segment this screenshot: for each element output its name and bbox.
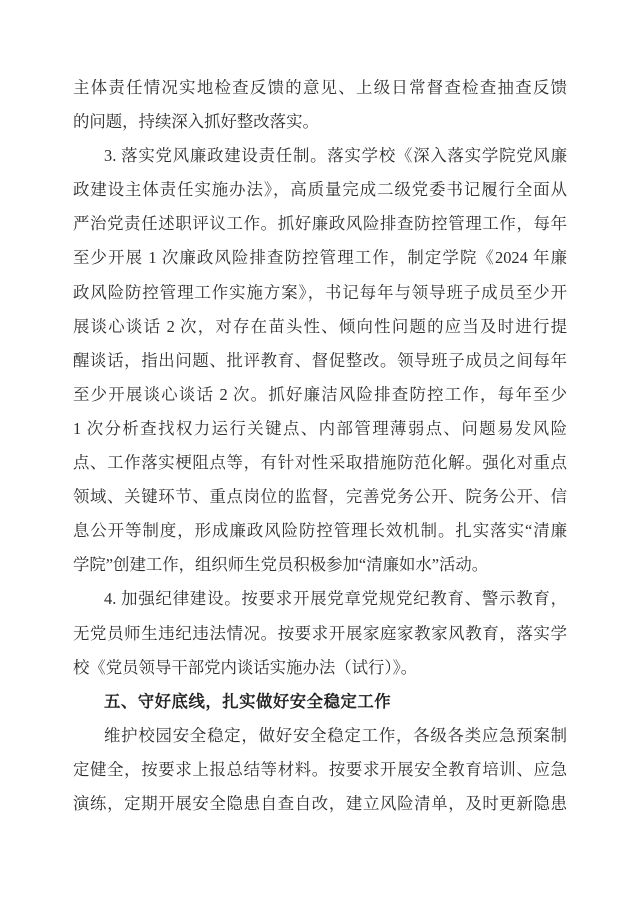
document-line: 演练，定期开展安全隐患自查自改，建立风险清单，及时更新隐患 — [73, 793, 567, 813]
document-line: 学院”创建工作，组织师生党员积极参加“清廉如水”活动。 — [73, 555, 489, 575]
document-line: 的问题，持续深入抓好整改落实。 — [73, 112, 319, 132]
paragraph-carryover — [73, 71, 567, 139]
document-line: 息公开等制度，形成廉政风险防控管理长效机制。扎实落实“清廉 — [73, 521, 567, 541]
paragraph-section-5-body — [73, 719, 567, 821]
document-line: 至少开展 1 次廉政风险排查防控管理工作，制定学院《2024 年廉 — [73, 248, 567, 268]
document-line: 4. 加强纪律建设。按要求开展党章党规党纪教育、警示教育， — [104, 589, 567, 609]
document-line: 定健全，按要求上报总结等材料。按要求开展安全教育培训、应急 — [73, 759, 567, 779]
document-line: 严治党责任述职评议工作。抓好廉政风险排查防控管理工作，每年 — [73, 214, 567, 234]
document-line: 点、工作落实梗阻点等，有针对性采取措施防范化解。强化对重点 — [73, 453, 567, 473]
document-line: 主体责任情况实地检查反馈的意见、上级日常督查检查抽查反馈 — [73, 78, 567, 97]
document-line: 无党员师生违纪违法情况。按要求开展家庭家教家风教育，落实学 — [73, 623, 567, 643]
section-heading-5 — [73, 685, 567, 719]
document-line: 政建设主体责任实施办法》，高质量完成二级党委书记履行全面从 — [73, 180, 567, 200]
document-line: 醒谈话，指出问题、批评教育、督促整改。领导班子成员之间每年 — [73, 350, 567, 370]
document-line: 校《党员领导干部党内谈话实施办法（试行）》。 — [73, 657, 418, 677]
paragraph-item-3 — [73, 139, 567, 582]
document-text-block — [73, 0, 567, 821]
document-line: 展谈心谈话 2 次，对存在苗头性、倾向性问题的应当及时进行提 — [73, 316, 567, 336]
document-line: 1 次分析查找权力运行关键点、内部管理薄弱点、问题易发风险 — [73, 418, 567, 438]
document-line: 领域、关键环节、重点岗位的监督，完善党务公开、院务公开、信 — [73, 487, 567, 507]
document-line: 3. 落实党风廉政建设责任制。落实学校《深入落实学院党风廉 — [104, 146, 567, 166]
paragraph-item-4 — [73, 582, 567, 684]
document-line: 至少开展谈心谈话 2 次。抓好廉洁风险排查防控工作，每年至少 — [73, 384, 567, 404]
document-line: 维护校园安全稳定，做好安全稳定工作，各级各类应急预案制 — [104, 725, 567, 745]
section-heading-text: 五、守好底线，扎实做好安全稳定工作 — [104, 692, 392, 711]
document-line: 政风险防控管理工作实施方案》，书记每年与领导班子成员至少开 — [73, 282, 567, 302]
